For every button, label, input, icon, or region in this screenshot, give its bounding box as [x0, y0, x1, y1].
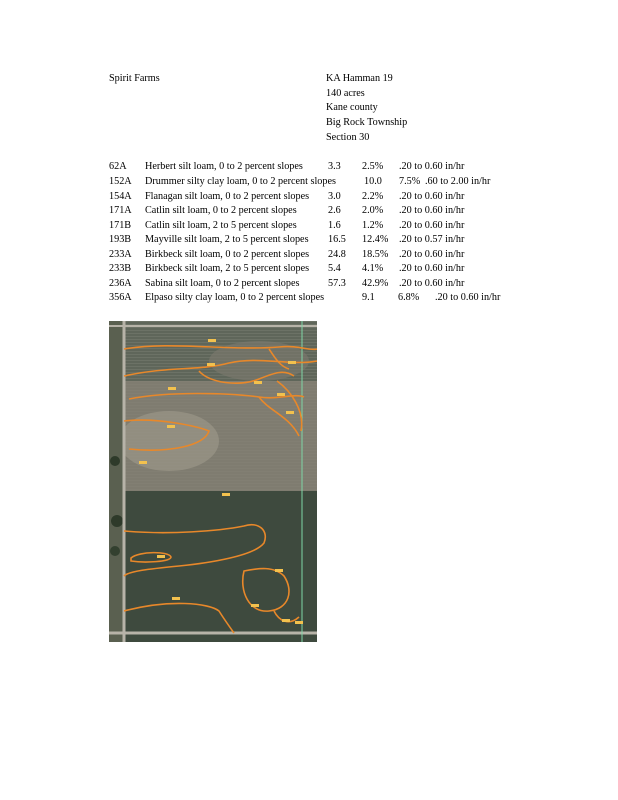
soil-acres: 3.3	[328, 161, 341, 172]
soil-code: 233A	[109, 249, 132, 260]
tree	[111, 515, 123, 527]
soil-permeability: .20 to 0.60 in/hr	[399, 278, 465, 289]
map-label	[275, 569, 283, 572]
soil-percent: 2.2%	[362, 191, 384, 202]
soil-acres: 16.5	[328, 234, 346, 245]
table-row	[0, 233, 618, 247]
soil-code: 154A	[109, 191, 132, 202]
soil-percent: 18.5%	[362, 249, 389, 260]
soil-name: Herbert silt loam, 0 to 2 percent slopes	[145, 161, 303, 172]
soil-permeability: .20 to 0.60 in/hr	[399, 263, 465, 274]
soil-permeability: .20 to 0.60 in/hr	[399, 220, 465, 231]
map-label	[208, 339, 216, 342]
soil-code: 193B	[109, 234, 132, 245]
table-row	[0, 248, 618, 262]
soil-permeability: .20 to 0.60 in/hr	[399, 205, 465, 216]
soil-map-image	[109, 321, 317, 642]
soil-permeability: .20 to 0.60 in/hr	[399, 191, 465, 202]
soil-acres: 5.4	[328, 263, 341, 274]
map-label	[167, 425, 175, 428]
soil-code: 233B	[109, 263, 132, 274]
property-section: Section 30	[326, 132, 370, 143]
soil-code: 62A	[109, 161, 127, 172]
table-row	[0, 190, 618, 204]
soil-percent: 2.0%	[362, 205, 384, 216]
map-label	[207, 363, 215, 366]
soil-percent: 6.8%	[398, 292, 420, 303]
tree	[110, 456, 120, 466]
map-label	[254, 381, 262, 384]
soil-permeability: .60 to 2.00 in/hr	[425, 176, 491, 187]
property-acres: 140 acres	[326, 88, 365, 99]
map-label	[282, 619, 290, 622]
soil-code: 356A	[109, 292, 132, 303]
soil-acres: 9.1	[362, 292, 375, 303]
soil-acres: 24.8	[328, 249, 346, 260]
soil-percent: 4.1%	[362, 263, 384, 274]
soil-percent: 2.5%	[362, 161, 384, 172]
map-label	[295, 621, 303, 624]
soil-name: Birkbeck silt loam, 0 to 2 percent slopes	[145, 249, 310, 260]
property-name: KA Hamman 19	[326, 73, 393, 84]
map-label	[157, 555, 165, 558]
soil-permeability: .20 to 0.60 in/hr	[435, 292, 501, 303]
soil-name: Mayville silt loam, 2 to 5 percent slopes	[145, 234, 309, 245]
soil-code: 171A	[109, 205, 132, 216]
soil-acres: 2.6	[328, 205, 341, 216]
tree	[110, 546, 120, 556]
map-label	[288, 361, 296, 364]
table-row	[0, 262, 618, 276]
soil-name: Catlin silt loam, 0 to 2 percent slopes	[145, 205, 297, 216]
table-row	[0, 204, 618, 218]
soil-name: Catlin silt loam, 2 to 5 percent slopes	[145, 220, 297, 231]
soil-permeability: .20 to 0.60 in/hr	[399, 161, 465, 172]
soil-name: Flanagan silt loam, 0 to 2 percent slopes	[145, 191, 310, 202]
soil-acres: 1.6	[328, 220, 341, 231]
soil-name: Sabina silt loam, 0 to 2 percent slopes	[145, 278, 300, 289]
map-label	[286, 411, 294, 414]
farmstead	[109, 321, 123, 642]
table-row	[0, 160, 618, 174]
table-row	[0, 277, 618, 291]
map-label	[251, 604, 259, 607]
soil-name: Drummer silty clay loam, 0 to 2 percent slopes	[145, 176, 336, 187]
soil-acres: 10.0	[364, 176, 382, 187]
soil-code: 171B	[109, 220, 132, 231]
soil-code: 236A	[109, 278, 132, 289]
soil-name: Elpaso silty clay loam, 0 to 2 percent slopes	[145, 292, 325, 303]
soil-permeability: .20 to 0.60 in/hr	[399, 249, 465, 260]
map-label	[277, 393, 285, 396]
soil-percent: 42.9%	[362, 278, 389, 289]
map-label	[139, 461, 147, 464]
property-county: Kane county	[326, 102, 378, 113]
soil-acres: 3.0	[328, 191, 341, 202]
table-row	[0, 219, 618, 233]
map-label	[222, 493, 230, 496]
soil-permeability: .20 to 0.57 in/hr	[399, 234, 465, 245]
property-township: Big Rock Township	[326, 117, 408, 128]
map-label	[168, 387, 176, 390]
farm-name: Spirit Farms	[109, 73, 160, 84]
soil-code: 152A	[109, 176, 132, 187]
table-row	[0, 291, 618, 305]
soil-percent: 12.4%	[362, 234, 389, 245]
soil-acres: 57.3	[328, 278, 346, 289]
soil-name: Birkbeck silt loam, 2 to 5 percent slopes	[145, 263, 310, 274]
map-label	[172, 597, 180, 600]
soil-percent: 7.5%	[399, 176, 421, 187]
soil-percent: 1.2%	[362, 220, 384, 231]
table-row	[0, 175, 618, 189]
